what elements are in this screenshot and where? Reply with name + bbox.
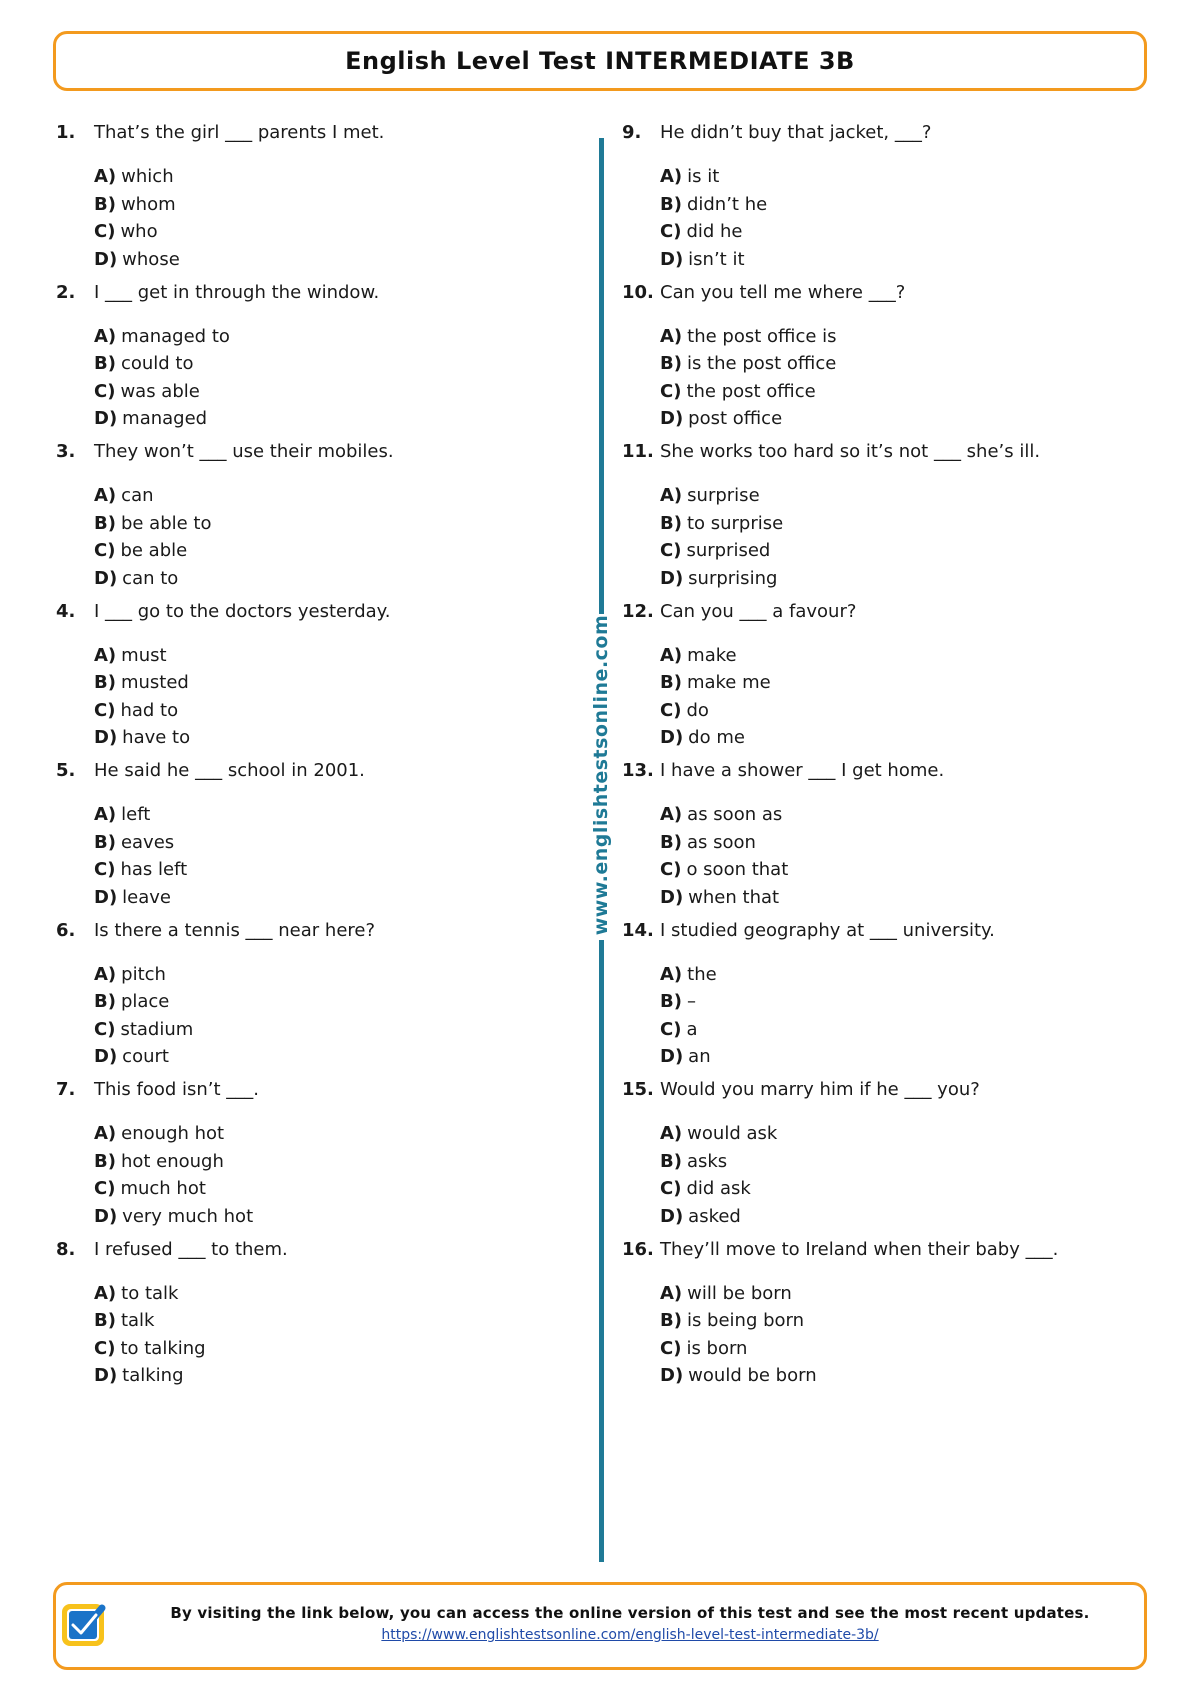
answer-option[interactable] bbox=[94, 884, 556, 912]
question-prompt bbox=[622, 1077, 1122, 1103]
option-text: is it bbox=[687, 166, 720, 187]
option-text: musted bbox=[120, 672, 189, 693]
option-letter: C) bbox=[94, 1018, 116, 1040]
answer-option[interactable] bbox=[94, 218, 556, 246]
answer-option[interactable] bbox=[660, 1175, 1122, 1203]
option-text: must bbox=[121, 644, 167, 666]
answer-options bbox=[622, 642, 1122, 752]
answer-option[interactable] bbox=[94, 1175, 556, 1203]
question-prompt bbox=[622, 599, 1122, 625]
answer-option[interactable] bbox=[94, 1307, 556, 1335]
answer-options bbox=[622, 801, 1122, 911]
answer-option[interactable] bbox=[94, 482, 556, 510]
option-letter: A) bbox=[660, 1282, 683, 1304]
option-text: place bbox=[120, 991, 170, 1012]
question-text: Is there a tennis ___ near here? bbox=[94, 919, 376, 941]
question-text: Can you tell me where ___? bbox=[660, 281, 906, 303]
option-letter: D) bbox=[660, 1205, 684, 1227]
question-number: 16. bbox=[622, 1238, 654, 1260]
option-text: did ask bbox=[686, 1178, 751, 1199]
option-letter: D) bbox=[660, 1046, 684, 1067]
question-text: I refused ___ to them. bbox=[94, 1238, 288, 1260]
option-letter: D) bbox=[94, 727, 118, 748]
question-text: I ___ go to the doctors yesterday. bbox=[94, 600, 391, 622]
question-item bbox=[622, 599, 1122, 759]
option-letter: C) bbox=[660, 540, 682, 561]
option-text: have to bbox=[122, 727, 191, 748]
option-text: be able bbox=[120, 540, 188, 561]
question-text: They won’t ___ use their mobiles. bbox=[94, 441, 394, 462]
option-letter: A) bbox=[660, 325, 683, 347]
question-text: She works too hard so it’s not ___ she’s ill. bbox=[660, 441, 1041, 462]
option-text: be able to bbox=[120, 512, 212, 534]
option-letter: C) bbox=[660, 221, 682, 242]
answer-option[interactable] bbox=[94, 988, 556, 1016]
question-prompt bbox=[56, 280, 556, 306]
answer-option[interactable] bbox=[94, 724, 556, 752]
question-text: Would you marry him if he ___ you? bbox=[660, 1079, 980, 1100]
option-letter: D) bbox=[94, 248, 118, 270]
question-number: 14. bbox=[622, 919, 654, 941]
option-text: which bbox=[121, 166, 174, 187]
option-text: make me bbox=[686, 672, 771, 693]
question-prompt bbox=[622, 1237, 1122, 1263]
question-number: 5. bbox=[56, 760, 76, 781]
question-item bbox=[622, 1237, 1122, 1397]
option-text: – bbox=[686, 991, 696, 1012]
questions-left-column bbox=[56, 120, 556, 1396]
option-text: the post office bbox=[686, 380, 816, 402]
option-letter: D) bbox=[660, 567, 684, 589]
option-letter: D) bbox=[94, 886, 118, 908]
question-item bbox=[56, 1077, 556, 1237]
question-number: 12. bbox=[622, 600, 654, 622]
question-prompt bbox=[622, 918, 1122, 944]
option-letter: B) bbox=[94, 193, 116, 215]
option-text: could to bbox=[120, 353, 194, 374]
option-text: will be born bbox=[687, 1282, 792, 1304]
option-letter: C) bbox=[94, 859, 116, 880]
question-text: I have a shower ___ I get home. bbox=[660, 760, 945, 781]
answer-option[interactable] bbox=[660, 856, 1122, 884]
option-letter: C) bbox=[660, 1018, 682, 1040]
answer-option[interactable] bbox=[94, 510, 556, 538]
answer-option[interactable] bbox=[94, 801, 556, 829]
option-text: the bbox=[687, 963, 717, 985]
question-number: 10. bbox=[622, 281, 654, 303]
option-letter: D) bbox=[94, 1046, 118, 1067]
column-divider-top bbox=[599, 138, 604, 614]
option-text: when that bbox=[688, 886, 780, 908]
answer-option[interactable] bbox=[94, 1120, 556, 1148]
question-number: 4. bbox=[56, 600, 76, 622]
question-text: That’s the girl ___ parents I met. bbox=[94, 122, 385, 143]
question-text: This food isn’t ___. bbox=[94, 1079, 260, 1100]
option-text: make bbox=[687, 644, 737, 666]
option-letter: B) bbox=[660, 1310, 682, 1331]
option-text: can to bbox=[122, 567, 179, 589]
answer-options bbox=[622, 1120, 1122, 1230]
option-letter: B) bbox=[660, 672, 682, 693]
question-item bbox=[56, 599, 556, 759]
question-number: 3. bbox=[56, 441, 76, 462]
option-letter: C) bbox=[660, 859, 682, 880]
option-letter: C) bbox=[94, 221, 116, 242]
answer-option[interactable] bbox=[660, 191, 1122, 219]
option-text: court bbox=[122, 1046, 169, 1067]
answer-option[interactable] bbox=[94, 1362, 556, 1390]
answer-options bbox=[56, 1280, 556, 1390]
test-title-box bbox=[53, 31, 1147, 91]
question-item bbox=[56, 120, 556, 280]
option-text: can bbox=[121, 485, 154, 506]
answer-option[interactable] bbox=[660, 1203, 1122, 1231]
answer-option[interactable] bbox=[660, 565, 1122, 593]
question-prompt bbox=[56, 918, 556, 944]
answer-option[interactable] bbox=[94, 642, 556, 670]
answer-option[interactable] bbox=[94, 246, 556, 274]
answer-option[interactable] bbox=[660, 537, 1122, 565]
answer-option[interactable] bbox=[94, 1280, 556, 1308]
option-letter: B) bbox=[94, 672, 116, 693]
answer-option[interactable] bbox=[660, 350, 1122, 378]
answer-option[interactable] bbox=[660, 1280, 1122, 1308]
question-item bbox=[622, 120, 1122, 280]
option-text: was able bbox=[120, 380, 200, 402]
answer-option[interactable] bbox=[660, 323, 1122, 351]
answer-option[interactable] bbox=[94, 961, 556, 989]
question-number: 11. bbox=[622, 441, 654, 462]
question-number: 2. bbox=[56, 281, 76, 303]
option-text: whose bbox=[122, 248, 180, 270]
option-text: o soon that bbox=[686, 859, 789, 880]
answer-option[interactable] bbox=[660, 801, 1122, 829]
question-item bbox=[56, 758, 556, 918]
answer-options bbox=[56, 1120, 556, 1230]
answer-options bbox=[622, 961, 1122, 1071]
answer-option[interactable] bbox=[94, 856, 556, 884]
option-letter: D) bbox=[660, 1365, 684, 1386]
answer-options bbox=[622, 163, 1122, 273]
answer-option[interactable] bbox=[94, 191, 556, 219]
option-letter: B) bbox=[94, 353, 116, 374]
option-text: asked bbox=[688, 1205, 741, 1227]
question-item bbox=[622, 1077, 1122, 1237]
answer-option[interactable] bbox=[660, 988, 1122, 1016]
question-number: 13. bbox=[622, 760, 654, 781]
option-text: managed bbox=[122, 408, 208, 429]
answer-option[interactable] bbox=[94, 350, 556, 378]
option-text: asks bbox=[686, 1150, 728, 1172]
question-text: I ___ get in through the window. bbox=[94, 281, 380, 303]
option-text: has left bbox=[120, 859, 188, 880]
question-text: They’ll move to Ireland when their baby ___. bbox=[660, 1238, 1059, 1260]
answer-options bbox=[56, 961, 556, 1071]
option-letter: B) bbox=[94, 512, 116, 534]
option-letter: B) bbox=[94, 1150, 116, 1172]
option-text: left bbox=[121, 804, 151, 825]
answer-option[interactable] bbox=[660, 1016, 1122, 1044]
option-letter: C) bbox=[94, 380, 116, 402]
option-letter: A) bbox=[94, 325, 117, 347]
answer-option[interactable] bbox=[660, 510, 1122, 538]
answer-option[interactable] bbox=[660, 246, 1122, 274]
answer-option[interactable] bbox=[94, 163, 556, 191]
option-text: to surprise bbox=[686, 512, 784, 534]
option-text: hot enough bbox=[120, 1150, 224, 1172]
answer-option[interactable] bbox=[660, 405, 1122, 433]
option-letter: C) bbox=[94, 540, 116, 561]
option-text: would be born bbox=[688, 1365, 817, 1386]
answer-option[interactable] bbox=[94, 1043, 556, 1071]
question-number: 8. bbox=[56, 1238, 76, 1260]
option-letter: C) bbox=[660, 380, 682, 402]
question-item bbox=[622, 439, 1122, 599]
question-prompt bbox=[622, 439, 1122, 465]
answer-option[interactable] bbox=[660, 218, 1122, 246]
answer-option[interactable] bbox=[94, 537, 556, 565]
option-letter: D) bbox=[94, 567, 118, 589]
option-text: would ask bbox=[687, 1123, 778, 1144]
option-text: managed to bbox=[121, 325, 230, 347]
option-letter: A) bbox=[660, 963, 683, 985]
option-text: whom bbox=[120, 193, 176, 215]
question-text: He said he ___ school in 2001. bbox=[94, 760, 365, 781]
option-letter: A) bbox=[94, 1123, 117, 1144]
answer-option[interactable] bbox=[660, 1307, 1122, 1335]
question-item bbox=[56, 280, 556, 440]
option-text: surprising bbox=[688, 567, 778, 589]
answer-options bbox=[622, 323, 1122, 433]
question-item bbox=[622, 918, 1122, 1078]
option-letter: A) bbox=[94, 485, 117, 506]
option-text: as soon bbox=[686, 831, 756, 853]
option-letter: B) bbox=[94, 831, 116, 853]
answer-option[interactable] bbox=[660, 884, 1122, 912]
answer-option[interactable] bbox=[660, 697, 1122, 725]
answer-option[interactable] bbox=[660, 669, 1122, 697]
answer-option[interactable] bbox=[94, 565, 556, 593]
answer-option[interactable] bbox=[660, 482, 1122, 510]
answer-option[interactable] bbox=[94, 405, 556, 433]
page-title: English Level Test INTERMEDIATE 3B bbox=[345, 47, 855, 75]
question-prompt bbox=[56, 599, 556, 625]
answer-option[interactable] bbox=[660, 724, 1122, 752]
option-letter: A) bbox=[660, 644, 683, 666]
option-letter: D) bbox=[660, 727, 684, 748]
option-text: an bbox=[688, 1046, 711, 1067]
side-website-url: www.englishtestsonline.com bbox=[590, 614, 612, 936]
answer-option[interactable] bbox=[660, 1120, 1122, 1148]
option-text: isn’t it bbox=[688, 248, 745, 270]
option-text: much hot bbox=[120, 1178, 206, 1199]
option-letter: C) bbox=[94, 1178, 116, 1199]
option-letter: D) bbox=[660, 248, 684, 270]
answer-options bbox=[622, 1280, 1122, 1390]
option-letter: B) bbox=[660, 991, 682, 1012]
option-letter: C) bbox=[660, 1178, 682, 1199]
option-text: as soon as bbox=[687, 804, 783, 825]
option-text: a bbox=[686, 1018, 698, 1040]
option-letter: B) bbox=[660, 193, 682, 215]
answer-option[interactable] bbox=[660, 163, 1122, 191]
answer-option[interactable] bbox=[94, 1203, 556, 1231]
option-text: enough hot bbox=[121, 1123, 225, 1144]
answer-option[interactable] bbox=[660, 829, 1122, 857]
option-text: do me bbox=[688, 727, 745, 748]
answer-option[interactable] bbox=[660, 1148, 1122, 1176]
option-text: is the post office bbox=[686, 353, 837, 374]
footer-notice: By visiting the link below, you can access the online version of this test and see the most recent updates. bbox=[170, 1604, 1090, 1622]
answer-options bbox=[56, 323, 556, 433]
question-prompt bbox=[56, 1077, 556, 1103]
option-letter: B) bbox=[660, 831, 682, 853]
question-number: 6. bbox=[56, 919, 76, 941]
answer-options bbox=[56, 482, 556, 592]
option-letter: A) bbox=[660, 1123, 683, 1144]
option-letter: C) bbox=[660, 699, 682, 721]
option-text: very much hot bbox=[122, 1205, 254, 1227]
footer-box bbox=[53, 1582, 1147, 1670]
answer-option[interactable] bbox=[94, 829, 556, 857]
answer-option[interactable] bbox=[94, 1335, 556, 1363]
option-letter: B) bbox=[660, 353, 682, 374]
question-number: 7. bbox=[56, 1079, 76, 1100]
answer-option[interactable] bbox=[94, 1148, 556, 1176]
answer-options bbox=[622, 482, 1122, 592]
option-text: to talk bbox=[121, 1282, 179, 1304]
option-letter: B) bbox=[94, 1310, 116, 1331]
option-text: to talking bbox=[120, 1337, 206, 1359]
option-letter: A) bbox=[94, 804, 117, 825]
question-text: He didn’t buy that jacket, ___? bbox=[660, 122, 932, 143]
question-number: 9. bbox=[622, 122, 642, 143]
option-letter: A) bbox=[94, 1282, 117, 1304]
question-number: 15. bbox=[622, 1079, 654, 1100]
answer-option[interactable] bbox=[660, 1335, 1122, 1363]
option-text: is born bbox=[686, 1337, 748, 1359]
option-letter: A) bbox=[94, 644, 117, 666]
option-text: talk bbox=[120, 1310, 155, 1331]
option-text: do bbox=[686, 699, 709, 721]
option-text: the post office is bbox=[687, 325, 837, 347]
option-text: is being born bbox=[686, 1310, 805, 1331]
answer-options bbox=[56, 801, 556, 911]
option-letter: A) bbox=[94, 963, 117, 985]
option-text: leave bbox=[122, 886, 172, 908]
answer-option[interactable] bbox=[94, 378, 556, 406]
option-letter: D) bbox=[660, 886, 684, 908]
question-prompt bbox=[622, 758, 1122, 784]
option-text: eaves bbox=[120, 831, 175, 853]
option-letter: A) bbox=[660, 804, 683, 825]
question-prompt bbox=[56, 120, 556, 146]
answer-options bbox=[56, 642, 556, 752]
checkbox-icon bbox=[60, 1600, 108, 1648]
question-text: I studied geography at ___ university. bbox=[660, 919, 995, 941]
option-letter: A) bbox=[94, 166, 117, 187]
option-text: talking bbox=[122, 1365, 184, 1386]
online-test-link[interactable]: https://www.englishtestsonline.com/english-level-test-intermediate-3b/ bbox=[381, 1627, 879, 1643]
answer-option[interactable] bbox=[94, 1016, 556, 1044]
question-item bbox=[622, 280, 1122, 440]
question-item bbox=[56, 439, 556, 599]
option-letter: A) bbox=[660, 166, 683, 187]
option-text: post office bbox=[688, 408, 783, 429]
question-prompt bbox=[56, 439, 556, 465]
answer-option[interactable] bbox=[94, 669, 556, 697]
option-text: didn’t he bbox=[686, 193, 768, 215]
column-divider-bottom bbox=[599, 940, 604, 1562]
answer-option[interactable] bbox=[660, 1362, 1122, 1390]
question-item bbox=[56, 1237, 556, 1397]
question-item bbox=[56, 918, 556, 1078]
question-item bbox=[622, 758, 1122, 918]
option-letter: B) bbox=[660, 512, 682, 534]
answer-option[interactable] bbox=[660, 378, 1122, 406]
question-prompt bbox=[622, 120, 1122, 146]
question-prompt bbox=[622, 280, 1122, 306]
option-text: surprised bbox=[686, 540, 771, 561]
option-letter: B) bbox=[660, 1150, 682, 1172]
answer-option[interactable] bbox=[94, 697, 556, 725]
option-letter: D) bbox=[94, 1205, 118, 1227]
question-number: 1. bbox=[56, 122, 76, 143]
option-text: who bbox=[120, 221, 158, 242]
answer-option[interactable] bbox=[660, 1043, 1122, 1071]
answer-options bbox=[56, 163, 556, 273]
option-text: did he bbox=[686, 221, 743, 242]
answer-option[interactable] bbox=[660, 642, 1122, 670]
option-letter: D) bbox=[94, 1365, 118, 1386]
option-text: had to bbox=[120, 699, 179, 721]
question-prompt bbox=[56, 758, 556, 784]
questions-right-column bbox=[622, 120, 1122, 1396]
answer-option[interactable] bbox=[94, 323, 556, 351]
option-letter: B) bbox=[94, 991, 116, 1012]
question-text: Can you ___ a favour? bbox=[660, 600, 857, 622]
option-letter: C) bbox=[94, 699, 116, 721]
option-text: pitch bbox=[121, 963, 166, 985]
option-letter: C) bbox=[660, 1337, 682, 1359]
answer-option[interactable] bbox=[660, 961, 1122, 989]
option-text: stadium bbox=[120, 1018, 194, 1040]
option-letter: D) bbox=[94, 408, 118, 429]
option-letter: A) bbox=[660, 485, 683, 506]
option-text: surprise bbox=[687, 485, 760, 506]
question-prompt bbox=[56, 1237, 556, 1263]
option-letter: D) bbox=[660, 408, 684, 429]
option-letter: C) bbox=[94, 1337, 116, 1359]
